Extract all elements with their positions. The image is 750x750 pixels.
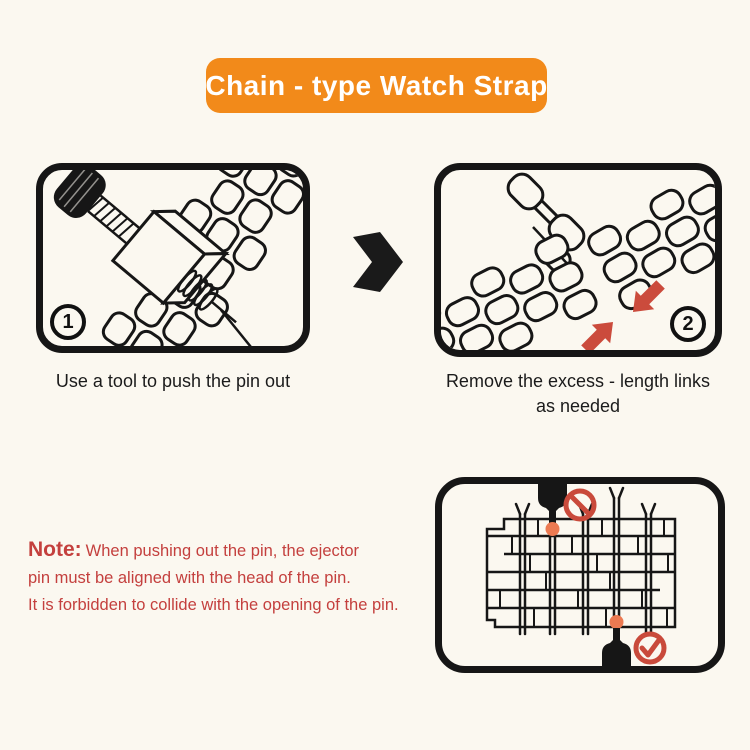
ejector-from-top: [538, 484, 567, 536]
arrow-up-right-icon: [576, 313, 622, 350]
note-line1: When pushing out the pin, the ejector: [85, 542, 360, 560]
next-step-arrow-icon: [353, 232, 403, 292]
pin-alignment-panel: [435, 477, 725, 673]
step-2-badge: [670, 306, 706, 342]
step-1-number: 1: [62, 310, 74, 333]
check-circle-icon: [636, 634, 664, 662]
step-2-caption-line2: as needed: [535, 396, 621, 416]
note-label: Note:: [28, 538, 82, 561]
step-2-caption-line1: Remove the excess - length links: [445, 371, 711, 391]
note-line2: pin must be aligned with the head of the pin.: [28, 569, 351, 587]
pin-alignment-cross-section: [442, 484, 718, 666]
note-line3: It is forbidden to collide with the opening of the pin.: [28, 596, 399, 614]
step-2-panel: [434, 163, 722, 357]
step-2-number: 2: [682, 312, 694, 335]
step-1-panel: [36, 163, 310, 353]
step-2-caption: [418, 369, 738, 419]
note-text: [28, 536, 452, 619]
page-title: Chain - type Watch Strap: [205, 69, 548, 101]
step-1-caption: Use a tool to push the pin out: [55, 371, 291, 391]
step-1-badge: [50, 304, 86, 340]
no-entry-icon: [566, 491, 594, 519]
title-banner: [206, 58, 547, 113]
